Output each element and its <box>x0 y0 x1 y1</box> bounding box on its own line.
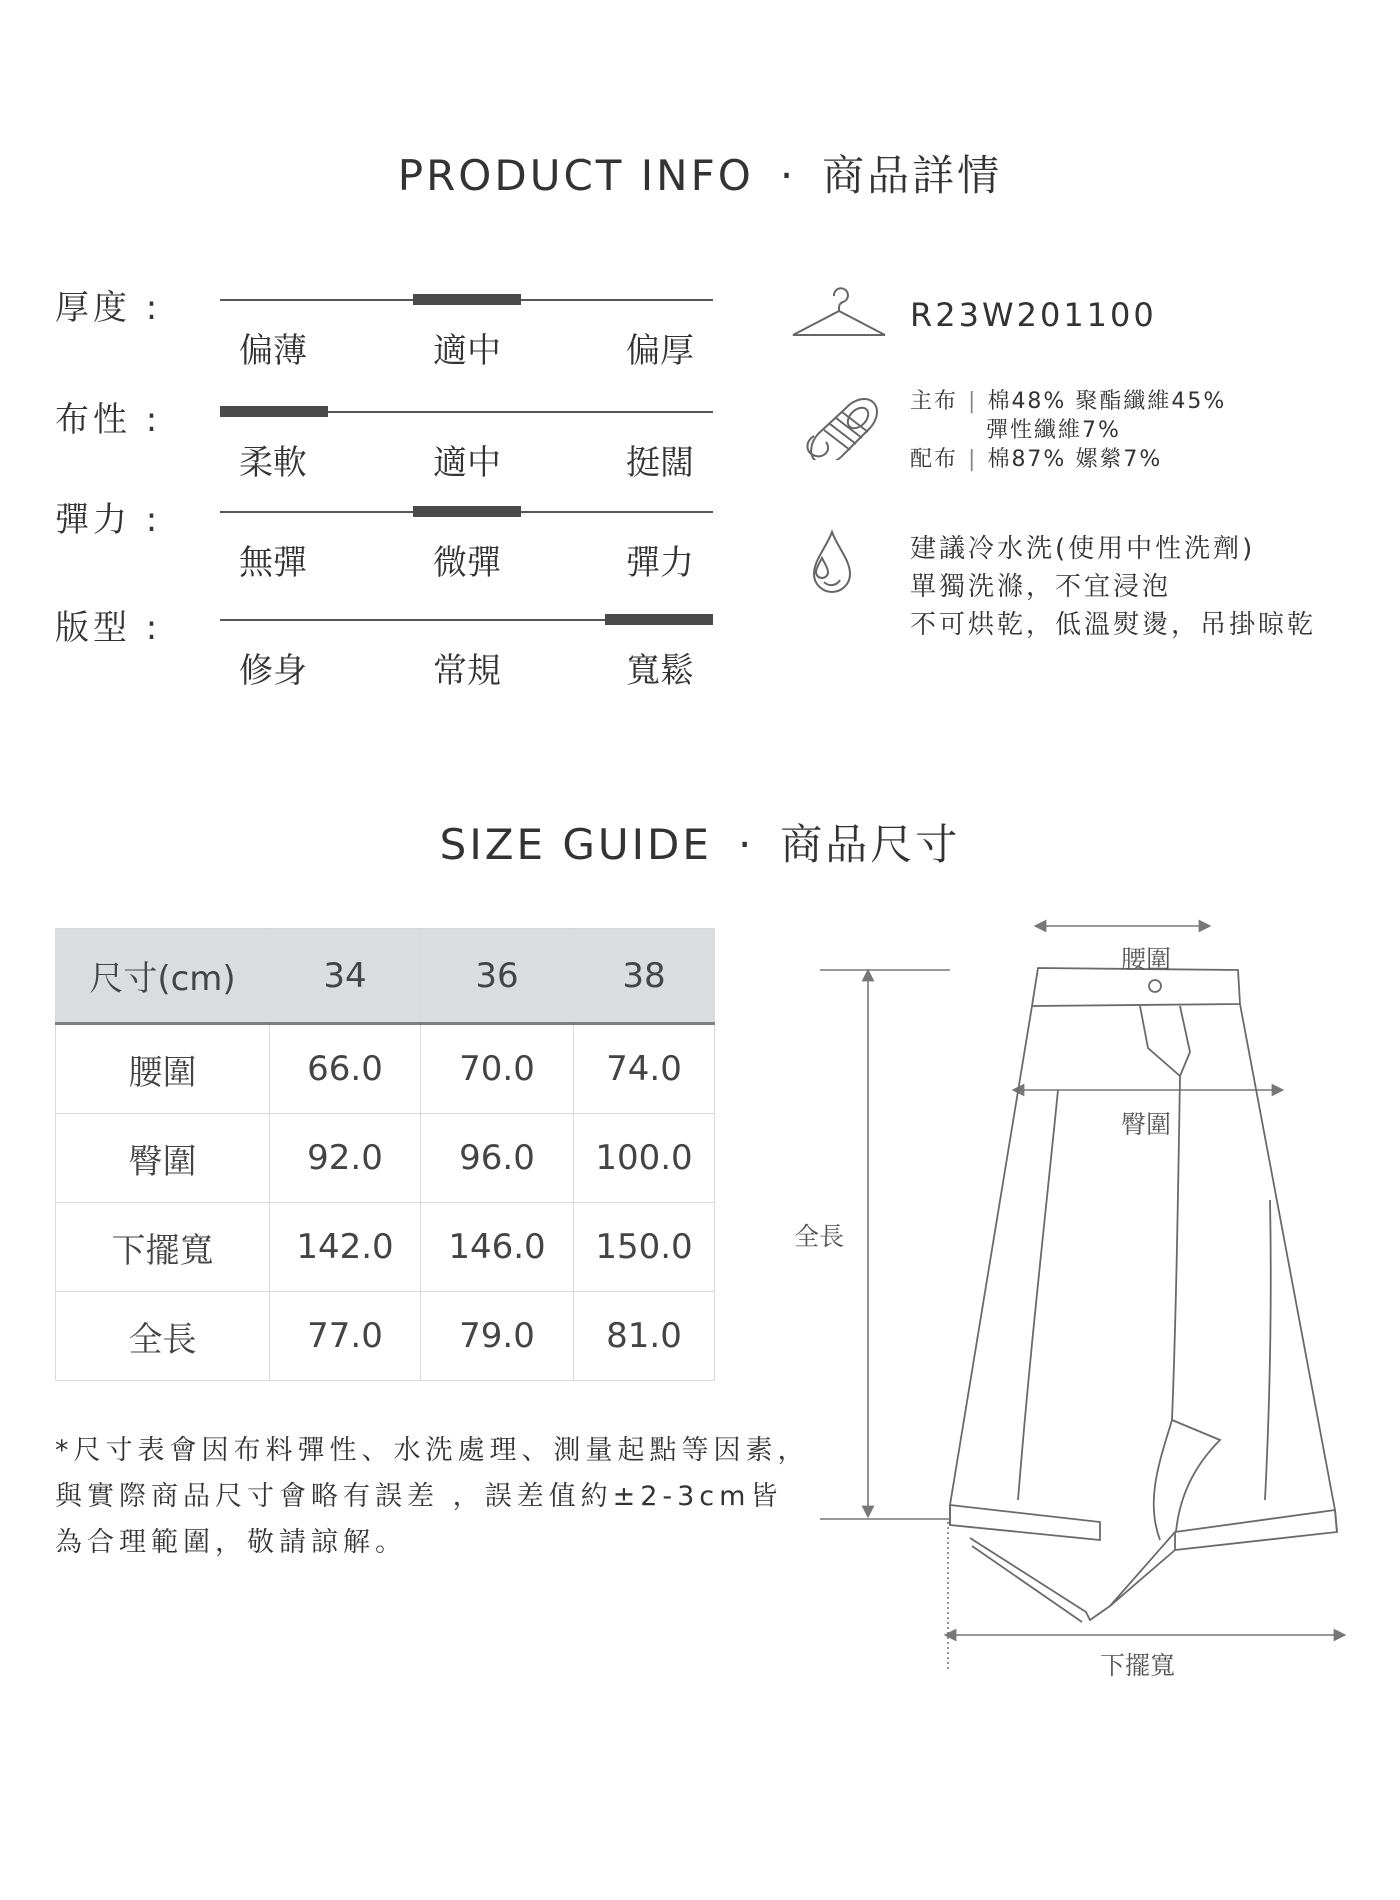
attribute-level-marker <box>220 406 328 417</box>
table-cell: 81.0 <box>574 1292 715 1381</box>
size-table-header-row <box>56 929 715 1024</box>
table-row <box>56 1292 715 1381</box>
attribute-level-marker <box>605 614 713 625</box>
attribute-label: 厚度 : <box>55 288 162 328</box>
material-lining <box>910 445 1162 475</box>
attribute-option: 柔軟 <box>239 443 307 483</box>
material-divider: | <box>968 447 978 472</box>
attribute-option: 偏薄 <box>239 331 307 371</box>
size-table <box>55 928 715 1381</box>
row-label: 全長 <box>56 1292 270 1381</box>
hanger-icon <box>790 282 890 344</box>
material-lining-label: 配布 <box>910 447 959 472</box>
table-cell: 70.0 <box>421 1024 574 1114</box>
size-guide-title-en: SIZE GUIDE <box>439 820 712 869</box>
care-instructions <box>910 530 1316 644</box>
attribute-option: 無彈 <box>239 543 307 583</box>
note-line: 為合理範圍，敬請諒解。 <box>55 1527 407 1558</box>
diagram-label-length: 全長 <box>794 1222 845 1251</box>
sku-code: R23W201100 <box>910 296 1157 334</box>
material-main-label: 主布 <box>910 389 959 414</box>
attribute-option: 挺闊 <box>626 443 694 483</box>
product-info-title-en: PRODUCT INFO <box>397 151 754 200</box>
table-cell: 150.0 <box>574 1203 715 1292</box>
thread-spool-icon <box>802 398 880 460</box>
size-note <box>55 1428 810 1566</box>
diagram-label-hem: 下擺寬 <box>1100 1651 1176 1680</box>
material-divider: | <box>968 389 978 414</box>
diagram-label-hip: 臀圍 <box>1121 1110 1172 1139</box>
attribute-label: 布性 : <box>55 400 162 440</box>
material-lining-value: 棉87% 嫘縈7% <box>987 447 1163 472</box>
table-cell: 66.0 <box>270 1024 421 1114</box>
header-cell: 36 <box>421 929 574 1024</box>
row-label: 臀圍 <box>56 1114 270 1203</box>
material-main <box>910 387 1226 417</box>
care-line: 不可烘乾，低溫熨燙，吊掛晾乾 <box>910 610 1317 640</box>
attribute-label: 彈力 : <box>55 500 162 540</box>
table-row <box>56 1024 715 1114</box>
material-main-line2: 彈性纖維7% <box>986 418 1121 443</box>
size-guide-title-zh: 商品尺寸 <box>780 820 961 869</box>
table-cell: 74.0 <box>574 1024 715 1114</box>
table-row <box>56 1114 715 1203</box>
skirt-diagram <box>800 900 1360 1700</box>
table-cell: 79.0 <box>421 1292 574 1381</box>
header-cell: 34 <box>270 929 421 1024</box>
product-info-title-zh: 商品詳情 <box>822 151 1003 200</box>
attribute-option: 寬鬆 <box>626 651 694 691</box>
diagram-label-waist: 腰圍 <box>1121 945 1172 974</box>
attribute-label: 版型 : <box>55 608 162 648</box>
size-guide-title <box>0 812 1400 872</box>
attribute-option: 修身 <box>239 651 307 691</box>
water-drop-icon <box>808 528 858 596</box>
care-line: 單獨洗滌，不宜浸泡 <box>910 572 1172 602</box>
header-cell: 38 <box>574 929 715 1024</box>
attribute-level-marker <box>413 294 521 305</box>
attribute-option: 適中 <box>433 443 501 483</box>
attribute-option: 常規 <box>433 651 501 691</box>
table-cell: 77.0 <box>270 1292 421 1381</box>
table-cell: 96.0 <box>421 1114 574 1203</box>
table-cell: 146.0 <box>421 1203 574 1292</box>
attribute-option: 適中 <box>433 331 501 371</box>
table-cell: 92.0 <box>270 1114 421 1203</box>
row-label: 腰圍 <box>56 1024 270 1114</box>
note-line: *尺寸表會因布料彈性、水洗處理、測量起點等因素， <box>55 1435 810 1466</box>
attribute-option: 偏厚 <box>626 331 694 371</box>
table-cell: 142.0 <box>270 1203 421 1292</box>
title-separator: · <box>737 820 755 869</box>
header-cell: 尺寸(cm) <box>56 929 270 1024</box>
table-cell: 100.0 <box>574 1114 715 1203</box>
material-main-line1: 棉48% 聚酯纖維45% <box>987 389 1227 414</box>
product-info-title <box>0 143 1400 203</box>
care-line: 建議冷水洗(使用中性洗劑) <box>910 534 1256 564</box>
attribute-option: 彈力 <box>626 543 694 583</box>
attribute-option: 微彈 <box>433 543 501 583</box>
table-row <box>56 1203 715 1292</box>
title-separator: · <box>779 151 797 200</box>
note-line: 與實際商品尺寸會略有誤差 ，誤差值約±2-3cm皆 <box>55 1481 783 1512</box>
attribute-level-marker <box>413 506 521 517</box>
row-label: 下擺寬 <box>56 1203 270 1292</box>
